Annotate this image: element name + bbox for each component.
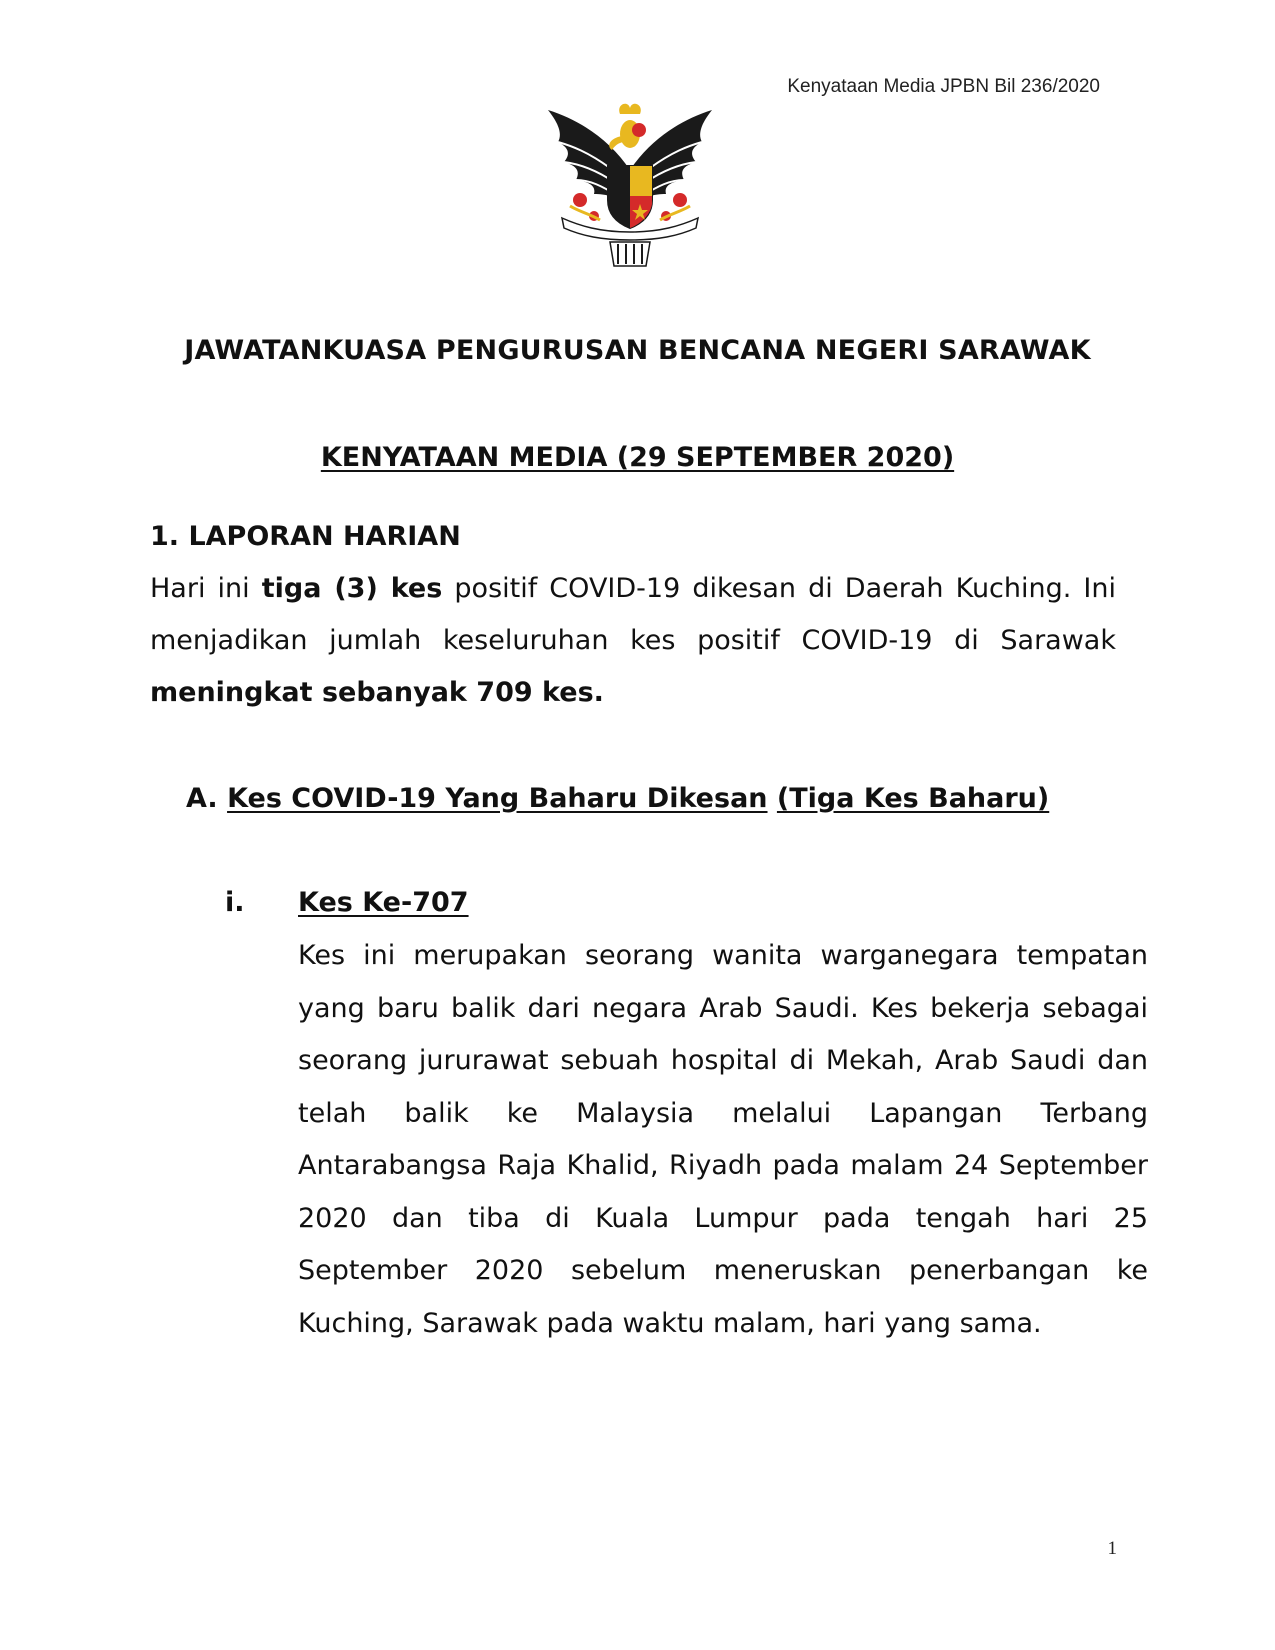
daily-report-total: meningkat sebanyak 709 kes. <box>150 677 604 708</box>
sarawak-coat-of-arms-icon <box>540 100 720 270</box>
sub-section-label: A. <box>186 783 228 814</box>
sub-section-title: Kes COVID-19 Yang Baharu Dikesan <box>227 783 768 814</box>
daily-report-paragraph <box>150 563 1116 719</box>
section-heading-laporan-harian: 1. LAPORAN HARIAN <box>150 521 461 552</box>
sub-section-heading-a <box>186 783 1049 814</box>
sub-section-note: (Tiga Kes Baharu) <box>776 783 1050 814</box>
organization-title: JAWATANKUASA PENGURUSAN BENCANA NEGERI SARAWAK <box>184 335 1091 366</box>
case-description: Kes ini merupakan seorang wanita warganegara tempatan yang baru balik dari negara Arab Saudi. Kes bekerja sebagai seorang jururawat sebuah hospital di Mekah, Arab Saudi dan telah balik ke Malaysia melalui Lapangan Terbang Antarabangsa Raja Khalid, Riyadh pada malam 24 September 2020 dan tiba di Kuala Lumpur pada tengah hari 25 September 2020 sebelum meneruskan penerbangan ke Kuching, Sarawak pada waktu malam, hari yang sama. <box>298 940 1148 1339</box>
daily-report-text: positif COVID-19 dikesan di Daerah Kuching. Ini menjadikan jumlah keseluruhan kes positif COVID-19 di Sarawak <box>150 573 1117 656</box>
document-reference: Kenyataan Media JPBN Bil 236/2020 <box>787 76 1100 97</box>
statement-title: KENYATAAN MEDIA (29 SEPTEMBER 2020) <box>320 442 955 473</box>
list-item-marker: i. <box>225 887 245 918</box>
daily-report-text: Hari ini <box>150 573 262 604</box>
case-title: Kes Ke-707 <box>298 887 469 918</box>
daily-report-emphasis: tiga (3) kes <box>261 573 443 604</box>
page-number: 1 <box>1107 1538 1117 1559</box>
sub-section-gap <box>768 783 777 814</box>
